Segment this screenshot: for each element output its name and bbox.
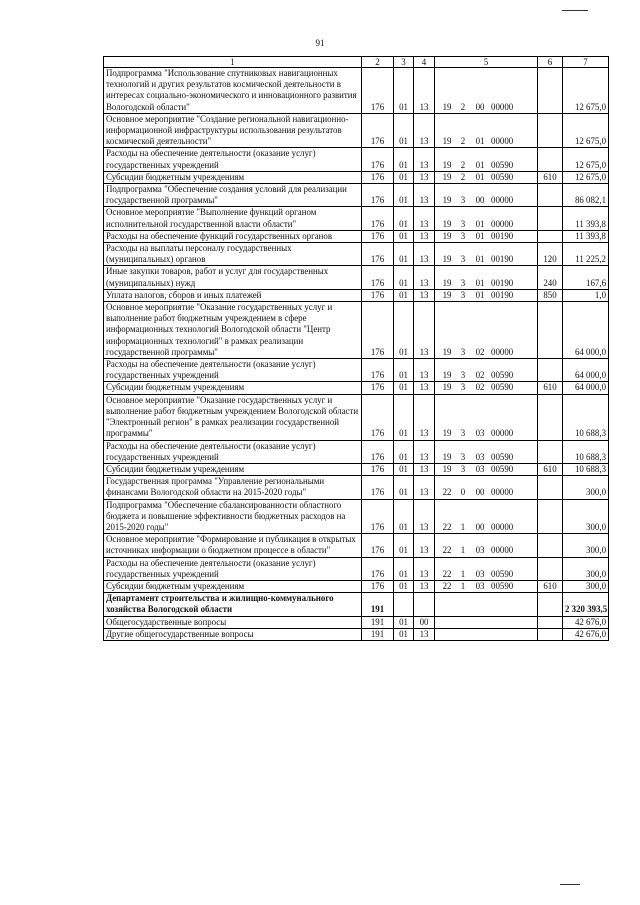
page-number: 91 <box>315 38 325 48</box>
target-code-part: 19 <box>442 289 452 300</box>
target-code-part: 22 <box>442 521 452 532</box>
ministry-code: 176 <box>362 113 394 148</box>
subsection-code <box>414 593 435 616</box>
section-code: 01 <box>394 171 414 183</box>
row-name: Субсидии бюджетным учреждениям <box>104 171 362 183</box>
amount: 10 688,3 <box>563 440 609 463</box>
target-code-part: 00590 <box>491 159 514 170</box>
subsection-code: 13 <box>414 463 435 475</box>
target-code-part: 3 <box>460 382 466 393</box>
subsection-code: 13 <box>414 113 435 148</box>
table-row <box>104 243 609 266</box>
table-row <box>104 628 609 640</box>
target-code-part: 3 <box>460 346 466 357</box>
amount: 2 320 393,5 <box>563 593 609 616</box>
table-row <box>104 148 609 171</box>
target-code-part: 3 <box>460 195 466 206</box>
target-code-part: 01 <box>475 171 485 182</box>
target-code-part: 01 <box>475 218 485 229</box>
target-code-part: 00590 <box>491 382 514 393</box>
target-code-part: 00590 <box>491 568 514 579</box>
ministry-code: 176 <box>362 184 394 207</box>
subsection-code: 13 <box>414 289 435 301</box>
ministry-code: 176 <box>362 289 394 301</box>
target-code-part: 19 <box>442 195 452 206</box>
target-article <box>435 440 538 463</box>
expense-type: 850 <box>538 289 563 301</box>
section-code: 01 <box>394 382 414 394</box>
target-code-part: 00000 <box>491 101 514 112</box>
table-row <box>104 593 609 616</box>
target-article <box>435 534 538 557</box>
subsection-code: 13 <box>414 557 435 580</box>
subsection-code: 13 <box>414 359 435 382</box>
table-row <box>104 289 609 301</box>
subsection-code: 13 <box>414 68 435 114</box>
table-row <box>104 499 609 534</box>
section-code: 01 <box>394 243 414 266</box>
target-code-part: 2 <box>460 159 466 170</box>
row-name: Субсидии бюджетным учреждениям <box>104 382 362 394</box>
amount: 300,0 <box>563 557 609 580</box>
target-article <box>435 476 538 499</box>
row-name: Субсидии бюджетным учреждениям <box>104 463 362 475</box>
header-cell: 3 <box>394 57 414 68</box>
amount: 64 000,0 <box>563 382 609 394</box>
table-row <box>104 266 609 289</box>
row-name: Департамент строительства и жилищно-коммунального хозяйства Вологодской области <box>104 593 362 616</box>
subsection-code: 13 <box>414 230 435 242</box>
amount: 64 000,0 <box>563 359 609 382</box>
amount: 10 688,3 <box>563 463 609 475</box>
table-row <box>104 616 609 628</box>
target-article <box>435 68 538 114</box>
target-code-part: 00590 <box>491 171 514 182</box>
target-code-part: 2 <box>460 101 466 112</box>
target-code-part: 00000 <box>491 521 514 532</box>
target-code-part: 19 <box>442 451 452 462</box>
expense-type <box>538 394 563 440</box>
row-name: Расходы на обеспечение деятельности (оказание услуг) государственных учреждений <box>104 557 362 580</box>
expense-type: 610 <box>538 580 563 592</box>
target-code-part: 22 <box>442 487 452 498</box>
ministry-code: 191 <box>362 628 394 640</box>
target-code-part: 2 <box>460 171 466 182</box>
ministry-code: 176 <box>362 499 394 534</box>
ministry-code: 176 <box>362 207 394 230</box>
amount: 11 225,2 <box>563 243 609 266</box>
target-article <box>435 382 538 394</box>
target-code-part: 03 <box>475 451 485 462</box>
section-code: 01 <box>394 302 414 359</box>
subsection-code: 13 <box>414 534 435 557</box>
expense-type <box>538 499 563 534</box>
target-code-part: 3 <box>460 218 466 229</box>
subsection-code: 13 <box>414 580 435 592</box>
header-cell: 4 <box>414 57 435 68</box>
table-row <box>104 440 609 463</box>
target-code-part: 00 <box>475 101 485 112</box>
table-row <box>104 557 609 580</box>
expense-type: 240 <box>538 266 563 289</box>
target-code-part: 01 <box>475 230 485 241</box>
amount: 12 675,0 <box>563 148 609 171</box>
subsection-code: 13 <box>414 171 435 183</box>
row-name: Подпрограмма "Обеспечение создания условий для реализации государственной программы" <box>104 184 362 207</box>
expense-type <box>538 113 563 148</box>
target-code-part: 19 <box>442 346 452 357</box>
target-code-part: 3 <box>460 277 466 288</box>
target-code-part: 01 <box>475 136 485 147</box>
amount: 11 393,8 <box>563 207 609 230</box>
target-article <box>435 302 538 359</box>
table-row <box>104 359 609 382</box>
table-row <box>104 476 609 499</box>
subsection-code: 13 <box>414 184 435 207</box>
section-code: 01 <box>394 580 414 592</box>
table-row <box>104 68 609 114</box>
target-code-part: 3 <box>460 289 466 300</box>
ministry-code: 176 <box>362 580 394 592</box>
target-article <box>435 580 538 592</box>
target-code-part: 3 <box>460 451 466 462</box>
expense-type <box>538 440 563 463</box>
subsection-code: 13 <box>414 440 435 463</box>
row-name: Иные закупки товаров, работ и услуг для государственных (муниципальных) нужд <box>104 266 362 289</box>
row-name: Основное мероприятие "Оказание государственных услуг и выполнение работ бюджетным учреждением в сфере информационных технологий Вологодской области "Центр информационных технологий" в рамках реализации государственной программы" <box>104 302 362 359</box>
expense-type <box>538 184 563 207</box>
row-name: Расходы на обеспечение деятельности (оказание услуг) государственных учреждений <box>104 148 362 171</box>
expense-type <box>538 557 563 580</box>
target-code-part: 00000 <box>491 218 514 229</box>
target-article <box>435 394 538 440</box>
subsection-code: 13 <box>414 302 435 359</box>
amount: 1,0 <box>563 289 609 301</box>
target-article <box>435 243 538 266</box>
row-name: Основное мероприятие "Создание региональной навигационно-информационной инфраструктуры использования результатов космической деятельности" <box>104 113 362 148</box>
target-code-part: 19 <box>442 101 452 112</box>
expense-type <box>538 230 563 242</box>
ministry-code: 176 <box>362 230 394 242</box>
amount: 42 676,0 <box>563 628 609 640</box>
target-article <box>435 359 538 382</box>
expense-type <box>538 476 563 499</box>
target-code-part: 1 <box>460 568 466 579</box>
target-code-part: 1 <box>460 580 466 591</box>
expense-type <box>538 534 563 557</box>
target-code-part: 19 <box>442 136 452 147</box>
row-name: Расходы на обеспечение функций государственных органов <box>104 230 362 242</box>
ministry-code: 176 <box>362 534 394 557</box>
section-code: 01 <box>394 266 414 289</box>
expense-type: 610 <box>538 382 563 394</box>
target-code-part: 19 <box>442 230 452 241</box>
section-code: 01 <box>394 394 414 440</box>
table-row <box>104 534 609 557</box>
ministry-code: 176 <box>362 302 394 359</box>
scan-mark-top <box>562 10 588 11</box>
table-row <box>104 207 609 230</box>
target-article <box>435 171 538 183</box>
subsection-code: 00 <box>414 616 435 628</box>
ministry-code: 176 <box>362 243 394 266</box>
section-code: 01 <box>394 499 414 534</box>
target-article <box>435 289 538 301</box>
ministry-code: 176 <box>362 463 394 475</box>
target-code-part: 19 <box>442 382 452 393</box>
amount: 10 688,3 <box>563 394 609 440</box>
table-row <box>104 394 609 440</box>
budget-table <box>103 56 609 641</box>
target-code-part: 3 <box>460 230 466 241</box>
subsection-code: 13 <box>414 628 435 640</box>
target-code-part: 00590 <box>491 580 514 591</box>
section-code <box>394 593 414 616</box>
amount: 300,0 <box>563 499 609 534</box>
ministry-code: 191 <box>362 616 394 628</box>
section-code: 01 <box>394 616 414 628</box>
target-code-part: 03 <box>475 428 485 439</box>
target-code-part: 0 <box>460 487 466 498</box>
target-code-part: 00000 <box>491 136 514 147</box>
row-name: Субсидии бюджетным учреждениям <box>104 580 362 592</box>
ministry-code: 191 <box>362 593 394 616</box>
target-code-part: 01 <box>475 277 485 288</box>
expense-type: 610 <box>538 171 563 183</box>
target-code-part: 00000 <box>491 545 514 556</box>
row-name: Основное мероприятие "Выполнение функций органом исполнительной государственной власти области" <box>104 207 362 230</box>
subsection-code: 13 <box>414 266 435 289</box>
target-code-part: 1 <box>460 545 466 556</box>
target-article <box>435 207 538 230</box>
expense-type <box>538 148 563 171</box>
row-name: Основное мероприятие "Оказание государственных услуг и выполнение работ бюджетным учреждением Вологодской области "Электронный регион" в рамках реализации государственной программы" <box>104 394 362 440</box>
target-code-part: 3 <box>460 463 466 474</box>
target-code-part: 00590 <box>491 370 514 381</box>
amount: 300,0 <box>563 580 609 592</box>
target-code-part: 3 <box>460 428 466 439</box>
target-code-part: 00190 <box>491 230 514 241</box>
header-cell: 5 <box>435 57 538 68</box>
row-name: Другие общегосударственные вопросы <box>104 628 362 640</box>
header-cell: 2 <box>362 57 394 68</box>
row-name: Уплата налогов, сборов и иных платежей <box>104 289 362 301</box>
expense-type: 610 <box>538 463 563 475</box>
row-name: Расходы на выплаты персоналу государственных (муниципальных) органов <box>104 243 362 266</box>
expense-type <box>538 302 563 359</box>
target-code-part: 01 <box>475 159 485 170</box>
expense-type <box>538 628 563 640</box>
target-code-part: 19 <box>442 218 452 229</box>
expense-type <box>538 616 563 628</box>
table-row <box>104 113 609 148</box>
expense-type <box>538 68 563 114</box>
ministry-code: 176 <box>362 148 394 171</box>
ministry-code: 176 <box>362 68 394 114</box>
target-code-part: 00 <box>475 195 485 206</box>
section-code: 01 <box>394 359 414 382</box>
amount: 12 675,0 <box>563 171 609 183</box>
ministry-code: 176 <box>362 394 394 440</box>
section-code: 01 <box>394 184 414 207</box>
target-article <box>435 113 538 148</box>
section-code: 01 <box>394 148 414 171</box>
section-code: 01 <box>394 113 414 148</box>
row-name: Общегосударственные вопросы <box>104 616 362 628</box>
target-code-part: 00000 <box>491 487 514 498</box>
target-code-part: 19 <box>442 277 452 288</box>
amount: 12 675,0 <box>563 113 609 148</box>
expense-type <box>538 593 563 616</box>
target-code-part: 03 <box>475 545 485 556</box>
target-article <box>435 266 538 289</box>
amount: 12 675,0 <box>563 68 609 114</box>
target-code-part: 19 <box>442 428 452 439</box>
amount: 42 676,0 <box>563 616 609 628</box>
amount: 11 393,8 <box>563 230 609 242</box>
subsection-code: 13 <box>414 394 435 440</box>
subsection-code: 13 <box>414 243 435 266</box>
section-code: 01 <box>394 557 414 580</box>
amount: 300,0 <box>563 534 609 557</box>
target-article <box>435 184 538 207</box>
target-code-part: 3 <box>460 254 466 265</box>
target-code-part: 03 <box>475 463 485 474</box>
subsection-code: 13 <box>414 476 435 499</box>
subsection-code: 13 <box>414 499 435 534</box>
target-code-part: 00000 <box>491 428 514 439</box>
table-row <box>104 580 609 592</box>
target-code-part: 01 <box>475 254 485 265</box>
header-cell: 6 <box>538 57 563 68</box>
row-name: Государственная программа "Управление региональными финансами Вологодской области на 2015-2020 годы" <box>104 476 362 499</box>
section-code: 01 <box>394 534 414 557</box>
section-code: 01 <box>394 289 414 301</box>
expense-type <box>538 359 563 382</box>
amount: 64 000,0 <box>563 302 609 359</box>
row-name: Расходы на обеспечение деятельности (оказание услуг) государственных учреждений <box>104 440 362 463</box>
amount: 167,6 <box>563 266 609 289</box>
table-row <box>104 382 609 394</box>
subsection-code: 13 <box>414 207 435 230</box>
expense-type: 120 <box>538 243 563 266</box>
target-code-part: 00000 <box>491 195 514 206</box>
table-row <box>104 184 609 207</box>
target-code-part: 00190 <box>491 254 514 265</box>
target-code-part: 1 <box>460 521 466 532</box>
ministry-code: 176 <box>362 557 394 580</box>
section-code: 01 <box>394 463 414 475</box>
ministry-code: 176 <box>362 359 394 382</box>
header-cell: 1 <box>104 57 362 68</box>
ministry-code: 176 <box>362 171 394 183</box>
subsection-code: 13 <box>414 148 435 171</box>
section-code: 01 <box>394 628 414 640</box>
ministry-code: 176 <box>362 382 394 394</box>
target-code-part: 02 <box>475 370 485 381</box>
section-code: 01 <box>394 230 414 242</box>
header-row <box>104 57 609 68</box>
target-code-part: 19 <box>442 463 452 474</box>
section-code: 01 <box>394 476 414 499</box>
section-code: 01 <box>394 440 414 463</box>
target-code-part: 03 <box>475 568 485 579</box>
row-name: Подпрограмма "Использование спутниковых навигационных технологий и других результатов космической деятельности в интересах социально-экономического и инновационного развития Вологодской области" <box>104 68 362 114</box>
ministry-code: 176 <box>362 440 394 463</box>
expense-type <box>538 207 563 230</box>
target-code-part: 19 <box>442 370 452 381</box>
row-name: Основное мероприятие "Формирование и публикация в открытых источниках информации о бюджетном процессе в области" <box>104 534 362 557</box>
table-row <box>104 302 609 359</box>
target-code-part: 01 <box>475 289 485 300</box>
target-code-part: 00190 <box>491 277 514 288</box>
table-row <box>104 463 609 475</box>
target-article <box>435 628 538 640</box>
target-code-part: 00190 <box>491 289 514 300</box>
scan-mark-bottom <box>560 884 580 885</box>
ministry-code: 176 <box>362 476 394 499</box>
target-code-part: 00000 <box>491 346 514 357</box>
target-code-part: 3 <box>460 370 466 381</box>
target-article <box>435 557 538 580</box>
header-cell: 7 <box>563 57 609 68</box>
table-row <box>104 230 609 242</box>
target-code-part: 02 <box>475 382 485 393</box>
target-code-part: 22 <box>442 580 452 591</box>
subsection-code: 13 <box>414 382 435 394</box>
table-body <box>104 57 609 641</box>
row-name: Подпрограмма "Обеспечение сбалансированности областного бюджета и повышение эффективности бюджетных расходов на 2015-2020 годы" <box>104 499 362 534</box>
target-code-part: 22 <box>442 568 452 579</box>
row-name: Расходы на обеспечение деятельности (оказание услуг) государственных учреждений <box>104 359 362 382</box>
target-article <box>435 593 538 616</box>
table-row <box>104 171 609 183</box>
target-article <box>435 616 538 628</box>
target-code-part: 00 <box>475 487 485 498</box>
section-code: 01 <box>394 68 414 114</box>
target-code-part: 19 <box>442 159 452 170</box>
target-code-part: 2 <box>460 136 466 147</box>
target-code-part: 00590 <box>491 463 514 474</box>
target-code-part: 19 <box>442 171 452 182</box>
target-code-part: 22 <box>442 545 452 556</box>
target-code-part: 19 <box>442 254 452 265</box>
amount: 300,0 <box>563 476 609 499</box>
target-code-part: 00 <box>475 521 485 532</box>
target-article <box>435 499 538 534</box>
amount: 86 082,1 <box>563 184 609 207</box>
ministry-code: 176 <box>362 266 394 289</box>
target-code-part: 00590 <box>491 451 514 462</box>
target-code-part: 02 <box>475 346 485 357</box>
section-code: 01 <box>394 207 414 230</box>
target-article <box>435 463 538 475</box>
target-article <box>435 148 538 171</box>
target-article <box>435 230 538 242</box>
target-code-part: 03 <box>475 580 485 591</box>
